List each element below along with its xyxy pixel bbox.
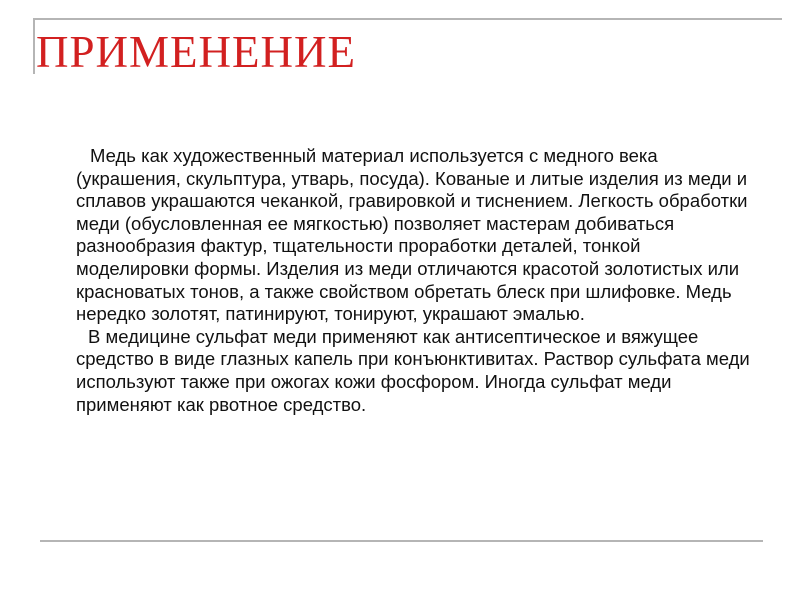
left-accent-divider [33, 18, 35, 74]
paragraph-medicine-usage: В медицине сульфат меди применяют как антисептическое и вяжущее средство в виде глазных капель при конъюнктивитах. Раствор сульфата меди используют также при ожогах кожи фосфором. Иногда сульфат меди применяют как рвотное средство. [76, 325, 750, 415]
paragraph-art-usage: Медь как художественный материал используется с медного века (украшения, скульптура, утварь, посуда). Кованые и литые изделия из меди и сплавов украшаются чеканкой, гравировкой и тиснением. Легкость обработки меди (обусловленная ее мягкостью) позволяет мастерам добиваться разнообразия фактур, тщательности проработки деталей, тонкой моделировки формы. Изделия из меди отличаются красотой золотистых или красноватых тонов, а также свойством обретать блеск при шлифовке. Медь нередко золотят, патинируют, тонируют, украшают эмалью. [76, 145, 748, 325]
top-divider [34, 18, 782, 20]
slide-body [76, 145, 756, 416]
slide-title: ПРИМЕНЕНИЕ [36, 27, 356, 77]
bottom-divider [40, 540, 763, 542]
